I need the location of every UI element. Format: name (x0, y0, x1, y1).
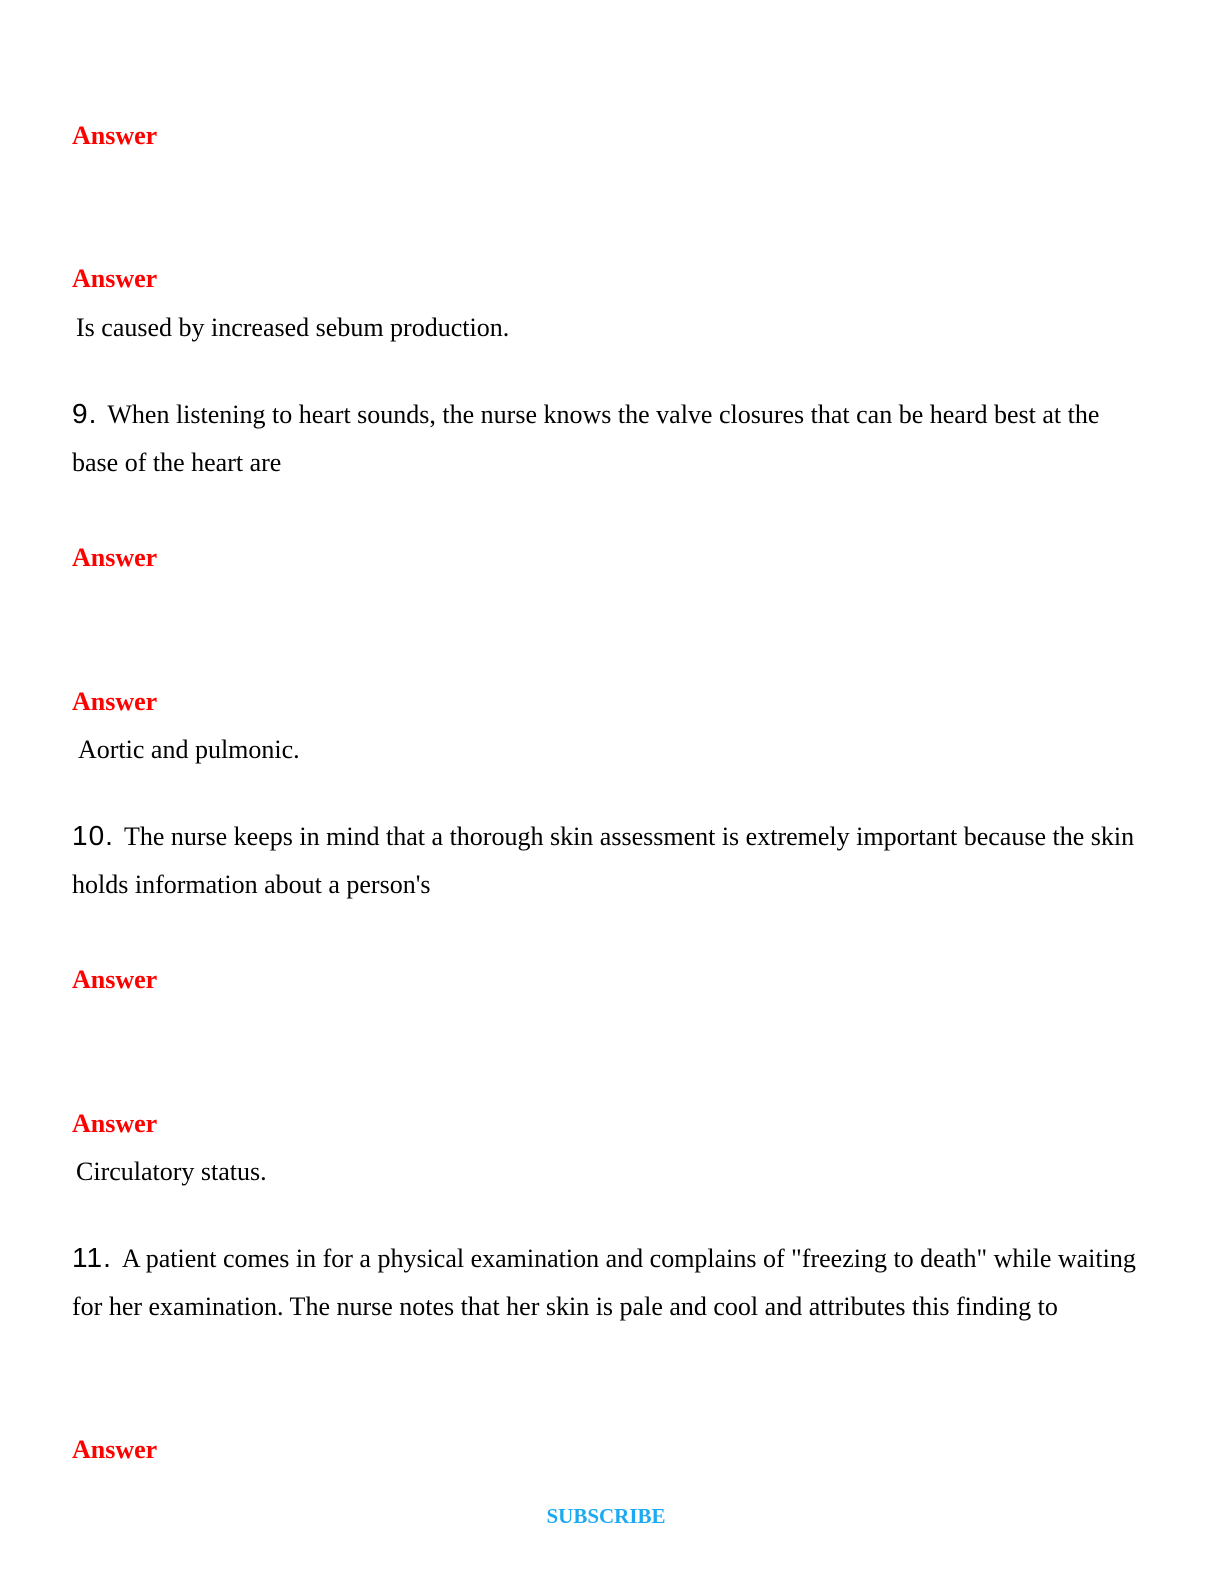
answer-label: Answer (72, 1109, 158, 1138)
answer-text: Is caused by increased sebum production. (76, 313, 510, 342)
question-number: 9. (72, 398, 98, 429)
question-10 (72, 812, 1152, 909)
answer-toggle[interactable]: Answer (72, 543, 158, 572)
question-9 (72, 390, 1152, 487)
subscribe-link[interactable]: SUBSCRIBE (546, 1504, 666, 1528)
question-text: The nurse keeps in mind that a thorough skin assessment is extremely important because the skin holds information about a person's (72, 822, 1135, 899)
question-text: A patient comes in for a physical examination and complains of "freezing to death" while waiting for her examination. The nurse notes that her skin is pale and cool and attributes this finding to (72, 1244, 1136, 1321)
answer-toggle[interactable]: Answer (72, 121, 158, 150)
question-11 (72, 1234, 1152, 1331)
answer-label: Answer (72, 687, 158, 716)
question-number: 11. (72, 1242, 112, 1273)
answer-toggle[interactable]: Answer (72, 1435, 158, 1464)
answer-toggle[interactable]: Answer (72, 965, 158, 994)
answer-text: Circulatory status. (76, 1157, 267, 1186)
question-text: When listening to heart sounds, the nurse knows the valve closures that can be heard best at the base of the heart are (72, 400, 1100, 477)
question-number: 10. (72, 820, 114, 851)
answer-text: Aortic and pulmonic. (78, 735, 300, 764)
answer-label: Answer (72, 264, 158, 293)
